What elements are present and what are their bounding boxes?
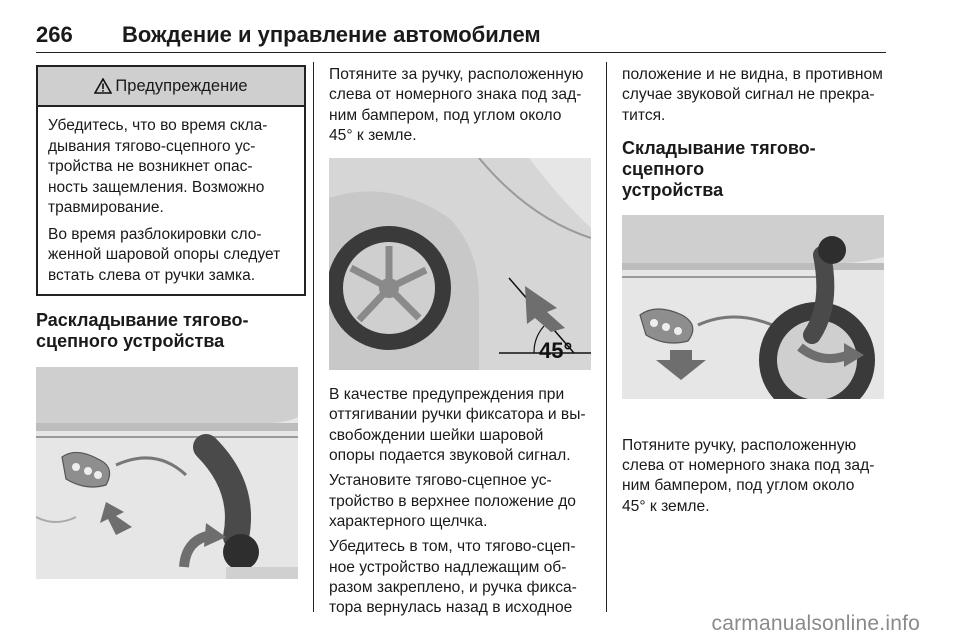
text-line: слева от номерного знака под зад- xyxy=(622,457,875,475)
section-heading-fold xyxy=(622,138,890,201)
warning-box xyxy=(36,65,306,296)
warning-body xyxy=(38,107,304,294)
section-heading-unfold xyxy=(36,310,304,352)
text-line: Потяните ручку, расположенную xyxy=(622,436,857,454)
column-3 xyxy=(622,65,890,522)
column-divider-2 xyxy=(606,62,607,612)
text-line: тройство в верхнее положение до xyxy=(329,492,576,510)
text-line: Убедитесь в том, что тягово-сцеп- xyxy=(329,538,576,556)
text-line: тора вернулась назад в исходное xyxy=(329,599,573,617)
instruction-paragraph xyxy=(329,537,595,618)
warning-triangle-icon xyxy=(94,78,112,94)
bumper-shape xyxy=(622,215,884,263)
text-line: дывания тягово-сцепного ус- xyxy=(48,137,256,155)
column-divider-1 xyxy=(313,62,314,612)
towbar-fold-illustration xyxy=(622,215,884,399)
instruction-paragraph xyxy=(622,65,890,126)
page-number: 266 xyxy=(36,22,73,47)
heading-line: сцепного устройства xyxy=(36,331,225,351)
text-line: ность защемления. Возможно xyxy=(48,178,265,196)
running-title: Вождение и управление автомобилем xyxy=(122,22,541,47)
warning-title: Предупреждение xyxy=(115,76,248,95)
instruction-paragraph xyxy=(622,436,890,517)
instruction-paragraph xyxy=(329,471,595,532)
text-line: женной шаровой опоры следует xyxy=(48,246,281,263)
text-line: свобождении шейки шаровой xyxy=(329,426,544,444)
warning-paragraph xyxy=(48,225,296,287)
text-line: В качестве предупреждения при xyxy=(329,386,565,404)
angle-label: 45° xyxy=(539,338,573,364)
text-line: разом закреплено, и ручка фикса- xyxy=(329,578,577,596)
figure-fold-towbar xyxy=(622,215,884,399)
text-line: встать слева от ручки замка. xyxy=(48,266,256,284)
page-header xyxy=(36,22,886,52)
wheel-angle-illustration xyxy=(329,158,591,370)
bumper-edge xyxy=(622,263,884,270)
warning-header xyxy=(38,67,304,107)
warning-paragraph xyxy=(48,116,296,219)
heading-line: устройства xyxy=(622,179,724,200)
text-line: Установите тягово-сцепное ус- xyxy=(329,472,552,490)
watermark: carmanualsonline.info xyxy=(711,612,920,635)
text-line: ним бампером, под углом около xyxy=(329,106,562,124)
text-line: Во время разблокировки сло- xyxy=(48,225,262,243)
heading-line: Складывание тягово-сцепного xyxy=(622,137,816,179)
text-line: положение и не видна, в противном xyxy=(622,66,883,83)
bumper-shape xyxy=(36,367,298,423)
header-rule xyxy=(36,52,886,53)
instruction-paragraph xyxy=(329,65,595,146)
text-line: опоры подается звуковой сигнал. xyxy=(329,447,571,465)
text-line: Потяните за ручку, расположенную xyxy=(329,66,584,83)
column-1 xyxy=(36,65,304,579)
text-line: Убедитесь, что во время скла- xyxy=(48,117,268,134)
text-line: 45° к земле. xyxy=(622,497,710,515)
text-line: 45° к земле. xyxy=(329,126,417,144)
figure-unfold-towbar xyxy=(36,367,298,579)
text-line: тройства не возникнет опас- xyxy=(48,158,253,175)
tow-ball xyxy=(818,236,846,264)
text-line: ним бампером, под углом около xyxy=(622,477,855,495)
instruction-paragraph xyxy=(329,385,595,466)
figure-handle-angle xyxy=(329,158,591,370)
text-line: тится. xyxy=(622,106,666,124)
tow-ball xyxy=(223,534,259,570)
bumper-edge xyxy=(36,423,298,431)
text-line: оттягивании ручки фиксатора и вы- xyxy=(329,406,586,424)
text-line: слева от номерного знака под зад- xyxy=(329,86,582,104)
text-line: ное устройство надлежащим об- xyxy=(329,558,567,576)
column-2 xyxy=(329,65,595,623)
towbar-illustration xyxy=(36,367,298,579)
text-line: травмирование. xyxy=(48,199,164,216)
text-line: характерного щелчка. xyxy=(329,512,488,530)
text-line: случае звуковой сигнал не прекра- xyxy=(622,86,875,104)
heading-line: Раскладывание тягово- xyxy=(36,310,249,330)
